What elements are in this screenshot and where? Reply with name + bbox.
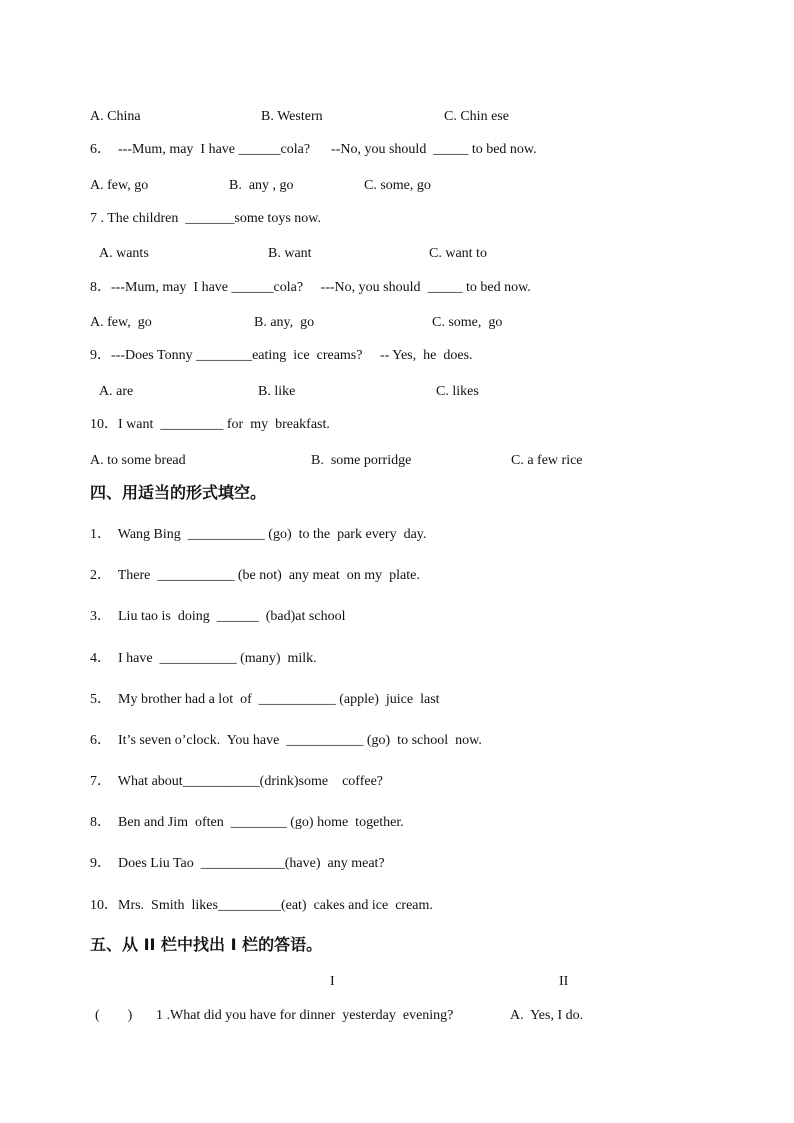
section4-item-1: 1． Wang Bing ___________ (go) to the park every day. [90, 527, 427, 542]
q10-option-c: C. a few rice [511, 453, 583, 468]
q8-question: 8．---Mum, may I have ______cola? ---No, you should _____ to bed now. [90, 280, 531, 295]
q5-option-b: B. Western [261, 109, 323, 124]
q6-option-b: B. any , go [229, 178, 294, 193]
q9-question: 9．---Does Tonny ________eating ice creams? -- Yes, he does. [90, 348, 473, 363]
q6-question: 6． ---Mum, may I have ______cola? --No, you should _____ to bed now. [90, 142, 537, 157]
section4-item-9: 9． Does Liu Tao ____________(have) any meat? [90, 856, 385, 871]
section5-column-1-label: I [330, 974, 335, 989]
q8-option-a: A. few, go [90, 315, 152, 330]
section5-question-1: 1 .What did you have for dinner yesterday evening? [156, 1008, 454, 1023]
answer-paren: ( ) [95, 1008, 133, 1023]
section4-item-10: 10．Mrs. Smith likes_________(eat) cakes and ice cream. [90, 898, 433, 913]
q7-question: 7 . The children _______some toys now. [90, 211, 321, 226]
q8-option-c: C. some, go [432, 315, 503, 330]
section4-heading: 四、用适当的形式填空。 [90, 483, 267, 502]
q7-option-c: C. want to [429, 246, 487, 261]
q10-option-a: A. to some bread [90, 453, 186, 468]
q6-option-a: A. few, go [90, 178, 149, 193]
q9-option-c: C. likes [436, 384, 479, 399]
section5-heading: 五、从 II 栏中找出 I 栏的答语。 [90, 935, 323, 954]
section4-item-7: 7． What about___________(drink)some coffee? [90, 774, 384, 789]
section4-item-6: 6． It’s seven o’clock. You have ___________ (go) to school now. [90, 733, 482, 748]
section4-item-4: 4． I have ___________ (many) milk. [90, 651, 317, 666]
q5-option-c: C. Chin ese [444, 109, 509, 124]
section5-column-2-label: II [559, 974, 569, 989]
q10-question: 10．I want _________ for my breakfast. [90, 417, 330, 432]
q8-option-b: B. any, go [254, 315, 315, 330]
section4-item-5: 5． My brother had a lot of ___________ (apple) juice last [90, 692, 440, 707]
q7-option-a: A. wants [99, 246, 149, 261]
section4-item-3: 3． Liu tao is doing ______ (bad)at school [90, 609, 346, 624]
q7-option-b: B. want [268, 246, 312, 261]
section4-item-2: 2． There ___________ (be not) any meat on my plate. [90, 568, 420, 583]
q9-option-b: B. like [258, 384, 296, 399]
q5-option-a: A. China [90, 109, 141, 124]
q10-option-b: B. some porridge [311, 453, 412, 468]
q6-option-c: C. some, go [364, 178, 431, 193]
section5-answer-a: A. Yes, I do. [510, 1008, 584, 1023]
section4-item-8: 8． Ben and Jim often ________ (go) home together. [90, 815, 404, 830]
q9-option-a: A. are [99, 384, 134, 399]
